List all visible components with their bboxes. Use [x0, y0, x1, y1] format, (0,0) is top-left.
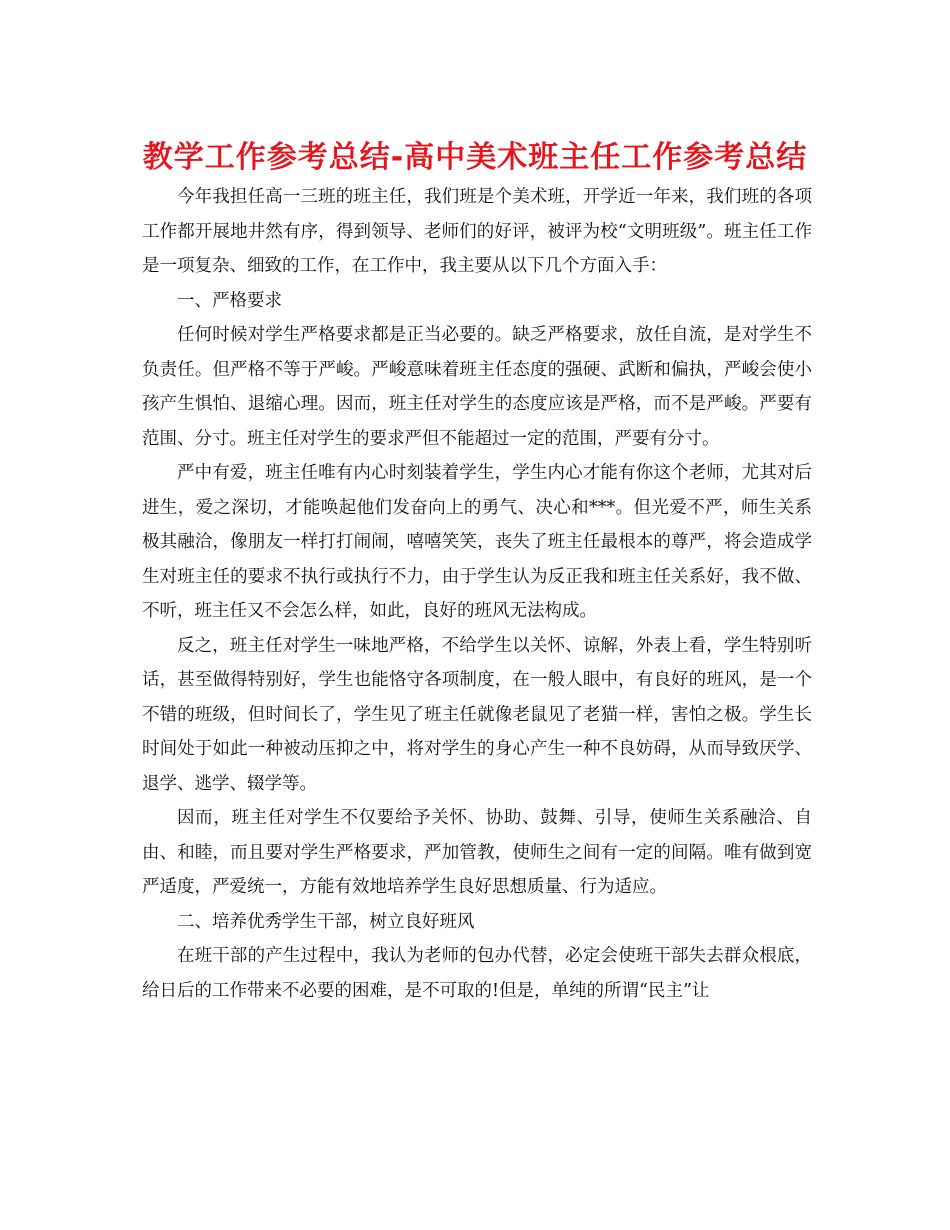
- paragraph: 反之，班主任对学生一味地严格，不给学生以关怀、谅解，外表上看，学生特别听话，甚至做得特别好，学生也能恪守各项制度，在一般人眼中，有良好的班风，是一个不错的班级，但时间长了，学生见了班主任就像老鼠见了老猫一样，害怕之极。学生长时间处于如此一种被动压抑之中，将对学生的身心产生一种不良妨碍，从而导致厌学、退学、逃学、辍学等。: [142, 635, 812, 794]
- paragraph: 严中有爱，班主任唯有内心时刻装着学生，学生内心才能有你这个老师，尤其对后进生，爱之深切，才能唤起他们发奋向上的勇气、决心和***。但光爱不严，师生关系极其融洽，像朋友一样打打闹闹，嘻嘻笑笑，丧失了班主任最根本的尊严，将会造成学生对班主任的要求不执行或执行不力，由于学生认为反正我和班主任关系好，我不做、不听，班主任又不会怎么样，如此，良好的班风无法构成。: [142, 463, 812, 621]
- paragraph: 在班干部的产生过程中，我认为老师的包办代替，必定会使班干部失去群众根底，给日后的工作带来不必要的困难，是不可取的!但是，单纯的所谓“民主”让: [142, 946, 812, 1001]
- paragraph: 因而，班主任对学生不仅要给予关怀、协助、鼓舞、引导，使师生关系融洽、自由、和睦，而且要对学生严格要求，严加管教，使师生之间有一定的间隔。唯有做到宽严适度，严爱统一，方能有效地培养学生良好思想质量、行为适应。: [142, 808, 812, 897]
- document-title: 教学工作参考总结-高中美术班主任工作参考总结: [142, 140, 808, 175]
- paragraph-intro: 今年我担任高一三班的班主任，我们班是个美术班，开学近一年来，我们班的各项工作都开展地井然有序，得到领导、老师们的好评，被评为校“文明班级”。班主任工作是一项复杂、细致的工作，在工作中，我主要从以下几个方面入手：: [142, 187, 812, 276]
- section-heading-1: 一、严格要求: [177, 290, 282, 311]
- paragraph: 任何时候对学生严格要求都是正当必要的。缺乏严格要求，放任自流，是对学生不负责任。但严格不等于严峻。严峻意味着班主任态度的强硬、武断和偏执，严峻会使小孩产生惧怕、退缩心理。因而，班主任对学生的态度应该是严格，而不是严峻。严要有范围、分寸。班主任对学生的要求严但不能超过一定的范围，严要有分寸。: [142, 325, 812, 449]
- section-heading-2: 二、培养优秀学生干部，树立良好班风: [177, 911, 475, 932]
- document-body: [142, 180, 812, 1008]
